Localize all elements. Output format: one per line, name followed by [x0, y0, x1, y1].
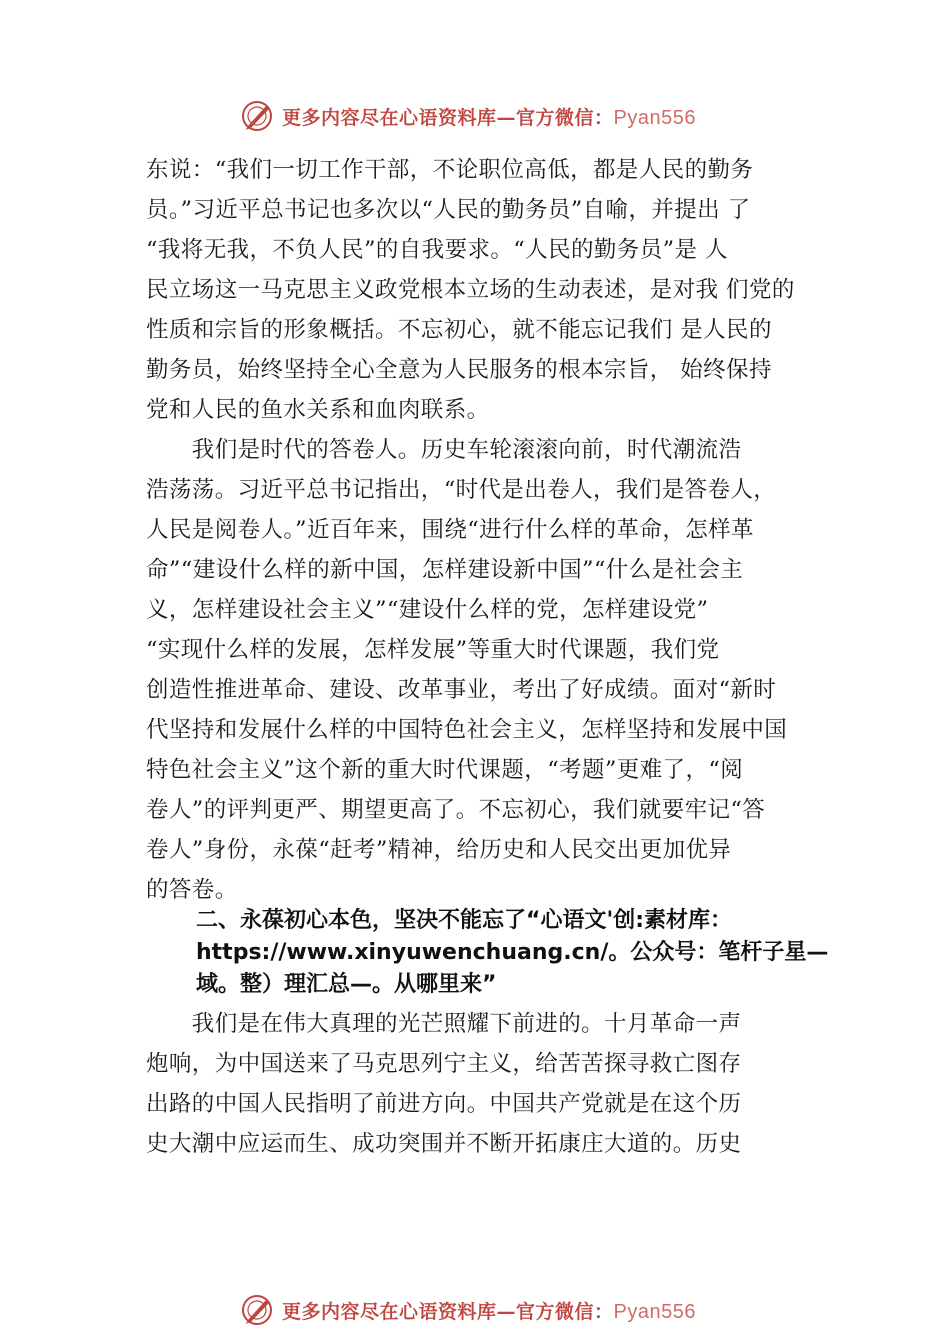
text-line: 卷人”的评判更严、期望更高了。不忘初心，我们就要牢记“答	[146, 797, 766, 823]
banner-text	[282, 1297, 696, 1324]
heading-line: https://www.xinyuwenchuang.cn/。公众号：笔杆子星—	[196, 940, 829, 965]
text-line: 创造性推进革命、建设、改革事业，考出了好成绩。面对“新时	[146, 677, 777, 703]
document-body-bottom	[146, 1004, 818, 1164]
document-body-top	[146, 150, 818, 910]
wechat-id: Pyan556	[613, 106, 696, 129]
text-line: 民立场这一马克思主义政党根本立场的生动表述，是对我 们党的	[146, 277, 795, 303]
text-line: 特色社会主义”这个新的重大时代课题，“考题”更难了，“阅	[146, 757, 744, 783]
text-line: 史大潮中应运而生、成功突围并不断开拓康庄大道的。历史	[146, 1131, 742, 1157]
banner-slogan: 更多内容尽在心语资料库—官方微信：	[282, 106, 614, 129]
text-line: 勤务员，始终坚持全心全意为人民服务的根本宗旨， 始终保持	[146, 357, 772, 383]
text-line: 命”“建设什么样的新中国，怎样建设新中国”“什么是社会主	[146, 557, 744, 583]
text-line: 的答卷。	[146, 877, 238, 903]
text-line: 我们是在伟大真理的光芒照耀下前进的。十月革命一声	[146, 1011, 742, 1037]
text-line: 员。”习近平总书记也多次以“人民的勤务员”自喻，并提出 了	[146, 197, 751, 223]
text-line: 浩荡荡。习近平总书记指出，“时代是出卷人，我们是答卷人，	[146, 477, 777, 503]
text-line: 党和人民的鱼水关系和血肉联系。	[146, 397, 490, 423]
banner-text	[282, 103, 696, 130]
text-line: 我们是时代的答卷人。历史车轮滚滚向前，时代潮流浩	[146, 437, 742, 463]
text-line: 出路的中国人民指明了前进方向。中国共产党就是在这个历	[146, 1091, 742, 1117]
text-line: 东说：“我们一切工作干部，不论职位高低，都是人民的勤务	[146, 157, 754, 183]
footer-banner	[0, 1288, 950, 1332]
wechat-id: Pyan556	[613, 1300, 696, 1323]
banner-slogan: 更多内容尽在心语资料库—官方微信：	[282, 1300, 614, 1323]
section-heading	[196, 905, 846, 1001]
text-line: 义，怎样建设社会主义”“建设什么样的党，怎样建设党”	[146, 597, 709, 623]
text-line: “我将无我，不负人民”的自我要求。“人民的勤务员”是 人	[146, 237, 728, 263]
text-line: 人民是阅卷人。”近百年来，围绕“进行什么样的革命，怎样革	[146, 517, 754, 543]
text-line: 卷人”身份，永葆“赶考”精神，给历史和人民交出更加优异	[146, 837, 732, 863]
text-line: 性质和宗旨的形象概括。不忘初心，就不能忘记我们 是人民的	[146, 317, 772, 343]
brush-logo-icon	[240, 99, 274, 133]
text-line: 炮响，为中国送来了马克思列宁主义，给苦苦探寻救亡图存	[146, 1051, 742, 1077]
heading-line: 二、永葆初心本色，坚决不能忘了“心语文'创:素材库：	[196, 908, 732, 933]
heading-line: 域。整）理汇总—。从哪里来”	[196, 972, 497, 997]
text-line: 代坚持和发展什么样的中国特色社会主义，怎样坚持和发展中国	[146, 717, 788, 743]
header-banner	[0, 94, 950, 138]
brush-logo-icon	[240, 1293, 274, 1327]
text-line: “实现什么样的发展，怎样发展”等重大时代课题，我们党	[146, 637, 720, 663]
